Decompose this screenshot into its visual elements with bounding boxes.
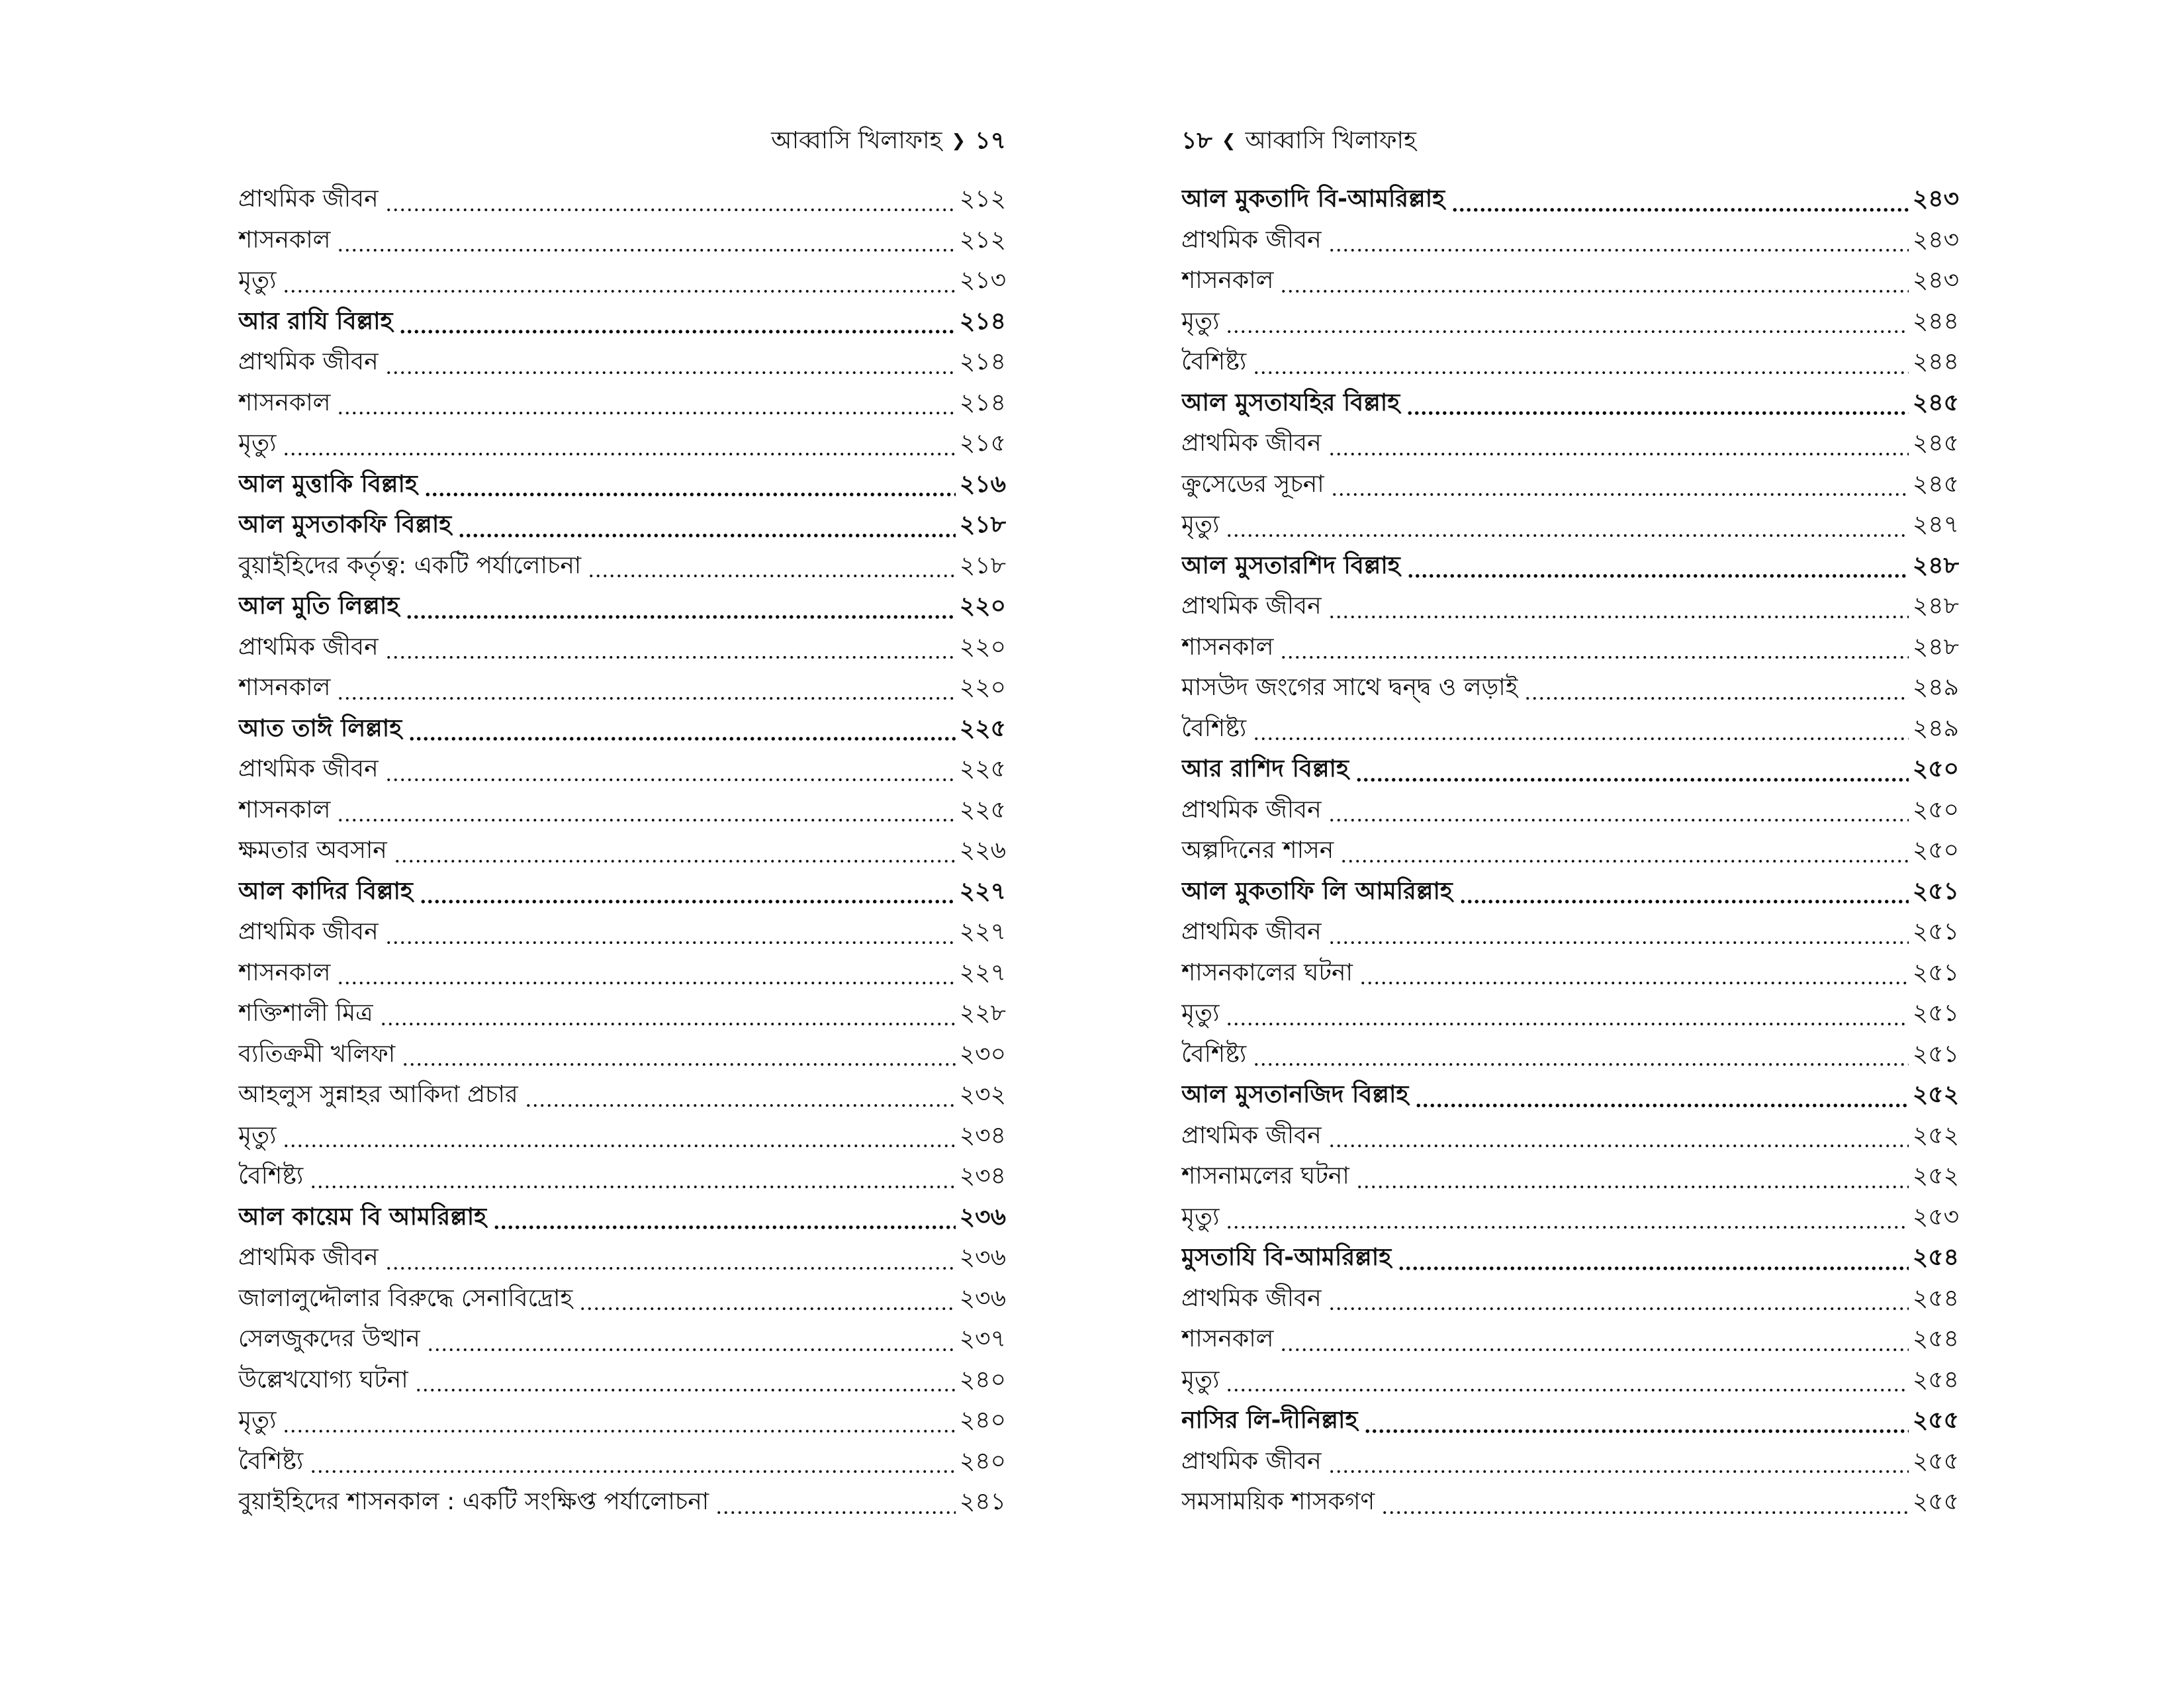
toc-chapter-entry[interactable]	[1181, 1237, 1959, 1278]
toc-entry-page-number: ২১৫	[959, 430, 1006, 457]
toc-entry-title: বুয়াইহিদের কর্তৃত্ব: একটি পর্যালোচনা	[238, 551, 582, 579]
toc-section-entry[interactable]	[238, 1441, 1006, 1482]
dot-leader	[1355, 778, 1909, 782]
dot-leader	[1253, 737, 1909, 741]
toc-section-entry[interactable]	[1181, 1481, 1959, 1523]
dot-leader	[283, 1144, 955, 1148]
dot-leader	[1253, 371, 1909, 375]
dot-leader	[337, 818, 955, 822]
toc-entry-page-number: ২৪৮	[1912, 592, 1959, 620]
toc-section-entry[interactable]	[1181, 627, 1959, 668]
toc-section-entry[interactable]	[238, 790, 1006, 831]
dot-leader	[420, 900, 956, 904]
dot-leader	[1226, 330, 1908, 334]
toc-chapter-entry[interactable]	[238, 1197, 1006, 1238]
toc-entry-page-number: ২৫১	[1912, 918, 1959, 945]
dot-leader	[1524, 696, 1908, 700]
toc-entry-page-number: ২৩৪	[959, 1121, 1006, 1149]
dot-leader	[1328, 452, 1909, 456]
toc-entry-page-number: ২৫১	[1912, 1000, 1959, 1027]
dot-leader	[579, 1307, 955, 1311]
toc-entry-page-number: ২২৫	[959, 796, 1006, 823]
toc-chapter-entry[interactable]	[238, 464, 1006, 505]
dot-leader	[458, 534, 956, 538]
dot-leader	[525, 1103, 956, 1107]
toc-section-entry[interactable]	[238, 179, 1006, 220]
toc-section-entry[interactable]	[238, 1481, 1006, 1523]
toc-entry-page-number: ২৩৪	[959, 1162, 1006, 1190]
toc-entry-page-number: ২৫৫	[1912, 1407, 1959, 1434]
toc-section-entry[interactable]	[1181, 342, 1959, 383]
dot-leader	[1359, 981, 1909, 985]
dot-leader	[1381, 1511, 1909, 1515]
toc-section-entry[interactable]	[1181, 504, 1959, 545]
toc-entry-title: মুসতাযি বি-আমরিল্লাহ	[1181, 1244, 1392, 1271]
toc-entry-title: শাসনকালের ঘটনা	[1181, 959, 1353, 986]
toc-entry-title: প্রাথমিক জীবন	[1181, 226, 1322, 254]
dot-leader	[399, 330, 955, 334]
toc-section-entry[interactable]	[1181, 464, 1959, 505]
dot-leader	[1328, 1144, 1909, 1148]
toc-entry-page-number: ২৫২	[1912, 1162, 1959, 1190]
toc-entry-title: আত তাঈ লিল্লাহ	[238, 714, 402, 742]
dot-leader	[427, 1348, 956, 1352]
toc-entry-page-number: ২৩০	[959, 1040, 1006, 1068]
dot-leader	[1415, 1103, 1909, 1107]
dot-leader	[1328, 1470, 1909, 1474]
toc-section-entry[interactable]	[238, 383, 1006, 424]
dot-leader	[1328, 941, 1909, 945]
dot-leader	[415, 1388, 956, 1392]
toc-entry-page-number: ২১৩	[959, 267, 1006, 294]
toc-section-entry[interactable]	[1181, 830, 1959, 871]
toc-section-entry[interactable]	[238, 423, 1006, 464]
dot-leader	[337, 981, 955, 985]
toc-entry-page-number: ২২৭	[959, 877, 1006, 905]
toc-entry-title: মৃত্যু	[1181, 307, 1220, 335]
page-number: ১৭	[975, 127, 1006, 154]
toc-section-entry[interactable]	[1181, 260, 1959, 301]
toc-entry-title: আহলুস সুন্নাহর আকিদা প্রচার	[238, 1081, 518, 1108]
dot-leader	[715, 1511, 956, 1515]
running-head	[771, 124, 1006, 158]
toc-entry-title: সেলজুকদের উত্থান	[238, 1325, 420, 1352]
toc-entry-page-number: ২৪৩	[1912, 267, 1959, 294]
dot-leader	[1459, 900, 1909, 904]
toc-entry-title: ক্রুসেডের সূচনা	[1181, 470, 1324, 498]
toc-entry-page-number: ২২৭	[959, 918, 1006, 945]
dot-leader	[1364, 1429, 1908, 1433]
ornament-arrow-icon: ❮	[1221, 131, 1236, 151]
toc-entry-title: বৈশিষ্ট্য	[1181, 714, 1247, 742]
toc-entry-title: প্রাথমিক জীবন	[1181, 430, 1322, 457]
toc-entry-page-number: ২৩৬	[959, 1244, 1006, 1271]
toc-entry-page-number: ২২০	[959, 674, 1006, 701]
toc-entry-page-number: ২৫২	[1912, 1121, 1959, 1149]
toc-entry-page-number: ২৩২	[959, 1081, 1006, 1108]
toc-section-entry[interactable]	[1181, 423, 1959, 464]
toc-entry-title: সমসাময়িক শাসকগণ	[1181, 1488, 1375, 1515]
toc-entry-title: নাসির লি-দীনিল্লাহ	[1181, 1407, 1358, 1434]
table-of-contents	[1181, 179, 1959, 1523]
toc-entry-title: মৃত্যু	[1181, 1366, 1220, 1393]
toc-section-entry[interactable]	[238, 1319, 1006, 1360]
toc-section-entry[interactable]	[238, 260, 1006, 301]
dot-leader	[385, 371, 956, 375]
toc-entry-title: প্রাথমিক জীবন	[1181, 1121, 1322, 1149]
dot-leader	[1226, 1388, 1908, 1392]
toc-section-entry[interactable]	[238, 1115, 1006, 1156]
dot-leader	[1280, 655, 1908, 659]
table-of-contents	[238, 179, 1006, 1523]
toc-entry-title: বুয়াইহিদের শাসনকাল : একটি সংক্ষিপ্ত পর্যালোচনা	[238, 1488, 709, 1515]
toc-entry-title: আল কায়েম বি আমরিল্লাহ	[238, 1203, 487, 1231]
dot-leader	[1328, 818, 1909, 822]
dot-leader	[1328, 248, 1909, 252]
dot-leader	[406, 615, 955, 619]
toc-chapter-entry[interactable]	[1181, 1400, 1959, 1441]
toc-entry-title: প্রাথমিক জীবন	[1181, 1284, 1322, 1312]
toc-section-entry[interactable]	[1181, 301, 1959, 342]
toc-section-entry[interactable]	[1181, 667, 1959, 708]
ornament-arrow-icon: ❯	[951, 131, 966, 151]
dot-leader	[1406, 411, 1909, 415]
toc-entry-page-number: ২২৫	[959, 755, 1006, 782]
toc-entry-title: শাসনকাল	[238, 674, 331, 701]
dot-leader	[1280, 1348, 1908, 1352]
toc-entry-title: জালালুদ্দৌলার বিরুদ্ধে সেনাবিদ্রোহ	[238, 1284, 573, 1312]
toc-chapter-entry[interactable]	[238, 871, 1006, 912]
toc-chapter-entry[interactable]	[1181, 545, 1959, 586]
toc-entry-page-number: ২২৬	[959, 837, 1006, 864]
toc-entry-page-number: ২৪৫	[1912, 430, 1959, 457]
toc-entry-page-number: ২৫৫	[1912, 1488, 1959, 1515]
dot-leader	[1331, 492, 1909, 496]
toc-entry-page-number: ২৫১	[1912, 1040, 1959, 1068]
toc-entry-title: শাসনকাল	[1181, 1325, 1274, 1352]
toc-entry-page-number: ২২০	[959, 592, 1006, 620]
dot-leader	[1253, 1062, 1909, 1066]
toc-entry-page-number: ২৩৬	[959, 1203, 1006, 1231]
toc-section-entry[interactable]	[1181, 1156, 1959, 1197]
toc-entry-page-number: ২৪০	[959, 1447, 1006, 1475]
toc-section-entry[interactable]	[238, 545, 1006, 586]
toc-section-entry[interactable]	[1181, 953, 1959, 994]
toc-entry-title: মৃত্যু	[1181, 511, 1220, 538]
dot-leader	[1226, 534, 1908, 538]
toc-section-entry[interactable]	[238, 1074, 1006, 1115]
toc-section-entry[interactable]	[1181, 586, 1959, 627]
toc-entry-title: আল মুসতারশিদ বিল্লাহ	[1181, 551, 1400, 579]
dot-leader	[385, 655, 956, 659]
toc-entry-title: আল মুকতাফি লি আমরিল্লাহ	[1181, 877, 1453, 905]
toc-section-entry[interactable]	[1181, 1197, 1959, 1238]
dot-leader	[1356, 1185, 1909, 1189]
toc-entry-title: আল মুতি লিল্লাহ	[238, 592, 400, 620]
dot-leader	[283, 452, 955, 456]
toc-entry-page-number: ২৪৪	[1912, 348, 1959, 375]
toc-entry-page-number: ২২৫	[959, 714, 1006, 742]
toc-section-entry[interactable]	[1181, 1278, 1959, 1319]
toc-entry-title: শাসনকাল	[1181, 633, 1274, 661]
running-head-title: আব্বাসি খিলাফাহ	[771, 127, 942, 154]
toc-entry-title: শক্তিশালী মিত্র	[238, 1000, 373, 1027]
toc-entry-page-number: ২২৮	[959, 1000, 1006, 1027]
toc-section-entry[interactable]	[1181, 912, 1959, 953]
toc-entry-page-number: ২১৮	[959, 511, 1006, 538]
toc-entry-title: বৈশিষ্ট্য	[1181, 1040, 1247, 1068]
toc-section-entry[interactable]	[238, 1034, 1006, 1075]
toc-chapter-entry[interactable]	[238, 301, 1006, 342]
dot-leader	[402, 1062, 956, 1066]
dot-leader	[337, 696, 955, 700]
toc-entry-title: মৃত্যু	[238, 267, 277, 294]
toc-entry-page-number: ২৪৮	[1912, 633, 1959, 661]
toc-entry-title: মাসউদ জংগের সাথে দ্বন্দ্ব ও লড়াই	[1181, 674, 1518, 701]
dot-leader	[1398, 1266, 1909, 1270]
dot-leader	[337, 248, 955, 252]
toc-entry-page-number: ২৪০	[959, 1366, 1006, 1393]
page-number: ১৮	[1181, 127, 1212, 154]
toc-entry-page-number: ২৫১	[1912, 877, 1959, 905]
toc-entry-title: আল মুসতাকফি বিল্লাহ	[238, 511, 452, 538]
toc-entry-title: প্রাথমিক জীবন	[1181, 796, 1322, 823]
toc-entry-title: শাসনকাল	[1181, 267, 1274, 294]
toc-entry-page-number: ২৩৭	[959, 1325, 1006, 1352]
toc-entry-page-number: ২৫৫	[1912, 1447, 1959, 1475]
dot-leader	[310, 1470, 956, 1474]
toc-entry-title: বৈশিষ্ট্য	[1181, 348, 1247, 375]
toc-entry-title: প্রাথমিক জীবন	[238, 1244, 379, 1271]
toc-chapter-entry[interactable]	[238, 504, 1006, 545]
toc-section-entry[interactable]	[1181, 1360, 1959, 1401]
toc-entry-title: আর রাযি বিল্লাহ	[238, 307, 393, 335]
toc-entry-title: প্রাথমিক জীবন	[1181, 918, 1322, 945]
dot-leader	[385, 941, 956, 945]
toc-section-entry[interactable]	[238, 342, 1006, 383]
toc-entry-page-number: ২৪৯	[1912, 674, 1959, 701]
toc-entry-page-number: ২৪০	[959, 1407, 1006, 1434]
toc-entry-page-number: ২৪৫	[1912, 389, 1959, 416]
toc-entry-page-number: ২৪৩	[1912, 226, 1959, 254]
toc-entry-page-number: ২৫৪	[1912, 1284, 1959, 1312]
toc-entry-page-number: ২১৪	[959, 348, 1006, 375]
toc-entry-title: শাসনকাল	[238, 389, 331, 416]
toc-entry-page-number: ২৪৮	[1912, 551, 1959, 579]
dot-leader	[1328, 1307, 1909, 1311]
toc-section-entry[interactable]	[238, 1400, 1006, 1441]
dot-leader	[1280, 289, 1908, 293]
toc-entry-page-number: ২১২	[959, 185, 1006, 212]
toc-entry-title: আল মুত্তাকি বিল্লাহ	[238, 470, 418, 498]
toc-section-entry[interactable]	[238, 953, 1006, 994]
toc-section-entry[interactable]	[1181, 220, 1959, 261]
dot-leader	[385, 208, 956, 212]
toc-entry-page-number: ২২০	[959, 633, 1006, 661]
toc-entry-page-number: ২৩৬	[959, 1284, 1006, 1312]
dot-leader	[1340, 859, 1909, 863]
toc-entry-title: আর রাশিদ বিল্লাহ	[1181, 755, 1349, 782]
toc-section-entry[interactable]	[238, 1278, 1006, 1319]
toc-entry-page-number: ২৪৩	[1912, 185, 1959, 212]
dot-leader	[493, 1225, 956, 1229]
toc-entry-page-number: ২৪৪	[1912, 307, 1959, 335]
toc-entry-title: প্রাথমিক জীবন	[238, 755, 379, 782]
toc-section-entry[interactable]	[238, 1237, 1006, 1278]
toc-entry-title: মৃত্যু	[238, 430, 277, 457]
dot-leader	[337, 411, 955, 415]
dot-leader	[1226, 1225, 1908, 1229]
toc-entry-page-number: ২১৪	[959, 389, 1006, 416]
toc-entry-page-number: ২৫৪	[1912, 1325, 1959, 1352]
dot-leader	[588, 574, 956, 578]
toc-section-entry[interactable]	[1181, 708, 1959, 749]
toc-entry-title: শাসনকাল	[238, 959, 331, 986]
toc-entry-title: আল কাদির বিল্লাহ	[238, 877, 413, 905]
toc-entry-title: ব্যতিক্রমী খলিফা	[238, 1040, 396, 1068]
toc-chapter-entry[interactable]	[1181, 871, 1959, 912]
toc-chapter-entry[interactable]	[1181, 749, 1959, 790]
toc-entry-title: প্রাথমিক জীবন	[238, 633, 379, 661]
dot-leader	[1451, 208, 1909, 212]
toc-section-entry[interactable]	[1181, 1441, 1959, 1482]
toc-chapter-entry[interactable]	[1181, 179, 1959, 220]
toc-chapter-entry[interactable]	[1181, 383, 1959, 424]
toc-entry-title: প্রাথমিক জীবন	[1181, 1447, 1322, 1475]
toc-section-entry[interactable]	[238, 1156, 1006, 1197]
toc-entry-page-number: ২১৬	[959, 470, 1006, 498]
dot-leader	[408, 737, 956, 741]
toc-entry-page-number: ২৫৩	[1912, 1203, 1959, 1231]
toc-section-entry[interactable]	[238, 993, 1006, 1034]
toc-entry-title: উল্লেখযোগ্য ঘটনা	[238, 1366, 408, 1393]
toc-section-entry[interactable]	[238, 220, 1006, 261]
toc-chapter-entry[interactable]	[1181, 1074, 1959, 1115]
toc-section-entry[interactable]	[238, 627, 1006, 668]
toc-section-entry[interactable]	[1181, 1319, 1959, 1360]
toc-entry-page-number: ২২৭	[959, 959, 1006, 986]
toc-entry-page-number: ২১৮	[959, 551, 1006, 579]
dot-leader	[424, 492, 956, 496]
toc-entry-page-number: ২৪১	[959, 1488, 1006, 1515]
toc-entry-title: আল মুকতাদি বি-আমরিল্লাহ	[1181, 185, 1445, 212]
toc-section-entry[interactable]	[238, 749, 1006, 790]
dot-leader	[283, 289, 955, 293]
dot-leader	[1226, 1022, 1908, 1026]
toc-entry-title: বৈশিষ্ট্য	[238, 1447, 304, 1475]
toc-section-entry[interactable]	[238, 667, 1006, 708]
toc-entry-page-number: ২৫২	[1912, 1081, 1959, 1108]
toc-section-entry[interactable]	[238, 830, 1006, 871]
toc-entry-page-number: ২৪৫	[1912, 470, 1959, 498]
toc-section-entry[interactable]	[1181, 1034, 1959, 1075]
toc-section-entry[interactable]	[238, 1360, 1006, 1401]
toc-entry-title: আল মুসতানজিদ বিল্লাহ	[1181, 1081, 1409, 1108]
toc-entry-title: প্রাথমিক জীবন	[238, 918, 379, 945]
left-page	[238, 0, 1006, 1688]
toc-section-entry[interactable]	[1181, 790, 1959, 831]
toc-entry-page-number: ২৫৪	[1912, 1366, 1959, 1393]
toc-entry-title: শাসনকাল	[238, 226, 331, 254]
toc-entry-page-number: ২৫১	[1912, 959, 1959, 986]
dot-leader	[394, 859, 956, 863]
toc-entry-page-number: ২৫০	[1912, 837, 1959, 864]
toc-chapter-entry[interactable]	[238, 586, 1006, 627]
right-page	[1181, 0, 1959, 1688]
running-head-title: আব্বাসি খিলাফাহ	[1245, 127, 1416, 154]
dot-leader	[385, 1266, 956, 1270]
toc-entry-title: প্রাথমিক জীবন	[1181, 592, 1322, 620]
toc-entry-page-number: ২৫০	[1912, 796, 1959, 823]
toc-entry-page-number: ২১৪	[959, 307, 1006, 335]
toc-section-entry[interactable]	[238, 912, 1006, 953]
toc-entry-title: বৈশিষ্ট্য	[238, 1162, 304, 1190]
dot-leader	[1328, 615, 1909, 619]
toc-entry-page-number: ২৫৪	[1912, 1244, 1959, 1271]
toc-entry-title: আল মুসতাযহির বিল্লাহ	[1181, 389, 1400, 416]
toc-entry-title: শাসনামলের ঘটনা	[1181, 1162, 1349, 1190]
dot-leader	[1407, 574, 1909, 578]
dot-leader	[283, 1429, 955, 1433]
toc-section-entry[interactable]	[1181, 1115, 1959, 1156]
running-head	[1181, 124, 1416, 158]
toc-section-entry[interactable]	[1181, 993, 1959, 1034]
toc-entry-title: অল্পদিনের শাসন	[1181, 837, 1334, 864]
toc-entry-title: প্রাথমিক জীবন	[238, 185, 379, 212]
toc-entry-title: মৃত্যু	[1181, 1203, 1220, 1231]
toc-entry-page-number: ২৫০	[1912, 755, 1959, 782]
toc-entry-title: মৃত্যু	[238, 1407, 277, 1434]
dot-leader	[310, 1185, 956, 1189]
toc-entry-title: প্রাথমিক জীবন	[238, 348, 379, 375]
toc-entry-page-number: ২৪৭	[1912, 511, 1959, 538]
toc-entry-title: শাসনকাল	[238, 796, 331, 823]
toc-entry-title: মৃত্যু	[238, 1121, 277, 1149]
toc-entry-page-number: ২১২	[959, 226, 1006, 254]
toc-chapter-entry[interactable]	[238, 708, 1006, 749]
toc-entry-title: মৃত্যু	[1181, 1000, 1220, 1027]
toc-entry-title: ক্ষমতার অবসান	[238, 837, 387, 864]
toc-entry-page-number: ২৪৯	[1912, 714, 1959, 742]
dot-leader	[380, 1022, 956, 1026]
dot-leader	[385, 778, 956, 782]
